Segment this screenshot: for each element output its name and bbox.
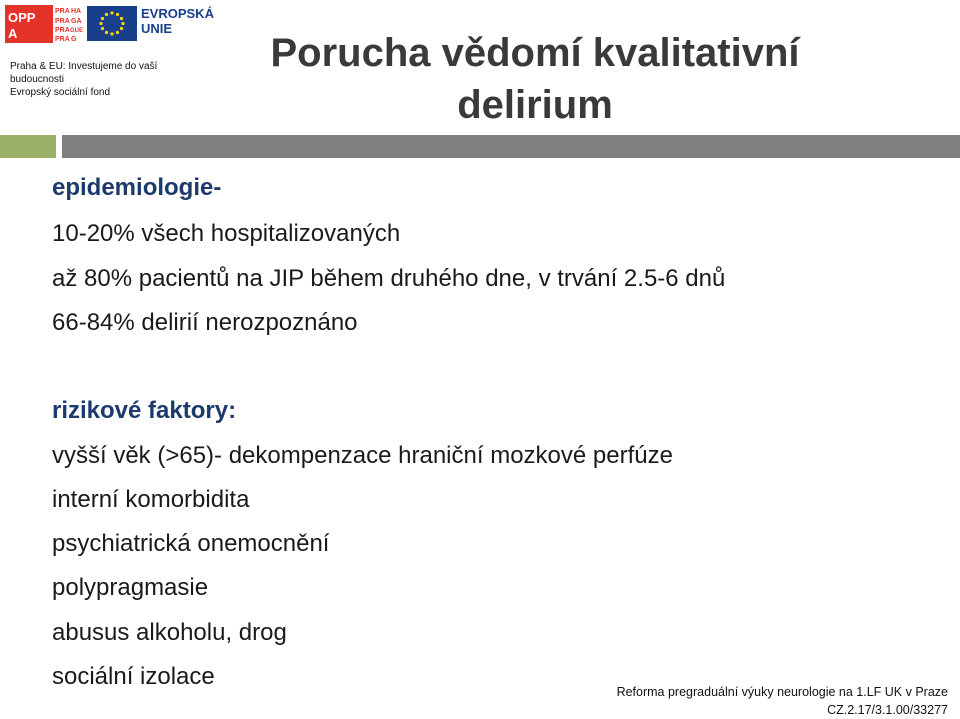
title-accent-bar-green xyxy=(0,135,56,158)
tagline-line1: Praha & EU: Investujeme do vaší budoucnosti xyxy=(10,61,158,85)
epidemiology-heading: epidemiologie- xyxy=(52,174,222,201)
tagline-line2: Evropský sociální fond xyxy=(10,87,111,98)
opp-logo-text-2: A xyxy=(8,26,18,41)
epidemiology-item: až 80% pacientů na JIP během druhého dne, v trvání 2.5-6 dnů xyxy=(52,265,726,292)
footer-line2: CZ.2.17/3.1.00/33277 xyxy=(827,703,948,717)
slide-title xyxy=(215,27,855,131)
risk-factors-heading: rizikové faktory: xyxy=(52,397,237,424)
eu-label xyxy=(141,6,214,36)
praha-logo-text: PRA xyxy=(55,8,70,15)
praha-logo-text: G xyxy=(71,36,77,43)
opp-logo-text-1: OPP xyxy=(8,10,36,25)
praha-logo-text: HA xyxy=(71,8,82,15)
risk-factor-item: vyšší věk (>65)- dekompenzace hraniční mozkové perfúze xyxy=(52,442,673,469)
risk-factor-item: abusus alkoholu, drog xyxy=(52,619,287,646)
praha-logo-text: PRA xyxy=(55,27,70,34)
praha-logo xyxy=(43,5,84,43)
eu-label-line1: EVROPSKÁ xyxy=(141,6,214,21)
eu-label-line2: UNIE xyxy=(141,21,173,36)
praha-logo-text: PRA xyxy=(55,36,70,43)
title-line2: delirium xyxy=(457,83,613,127)
praha-logo-text: PRA xyxy=(55,18,70,25)
header-logos xyxy=(0,0,214,98)
risk-factor-item: interní komorbidita xyxy=(52,486,250,513)
footer-line1: Reforma pregraduální výuky neurologie na 1.LF UK v Praze xyxy=(616,685,948,699)
epidemiology-item: 10-20% všech hospitalizovaných xyxy=(52,220,401,247)
risk-factor-item: sociální izolace xyxy=(52,663,215,690)
footer xyxy=(617,683,948,719)
tagline xyxy=(10,60,210,99)
risk-factor-item: psychiatrická onemocnění xyxy=(52,530,330,557)
opp-logo xyxy=(5,5,43,43)
praha-logo-text: GUE xyxy=(70,28,84,34)
title-accent-bar-gray xyxy=(62,135,960,158)
title-line1: Porucha vědomí kvalitativní xyxy=(270,31,800,75)
eu-flag-icon xyxy=(87,6,137,41)
epidemiology-item: 66-84% delirií nerozpoznáno xyxy=(52,309,358,336)
praha-logo-text: GA xyxy=(71,18,82,25)
risk-factor-item: polypragmasie xyxy=(52,574,209,601)
